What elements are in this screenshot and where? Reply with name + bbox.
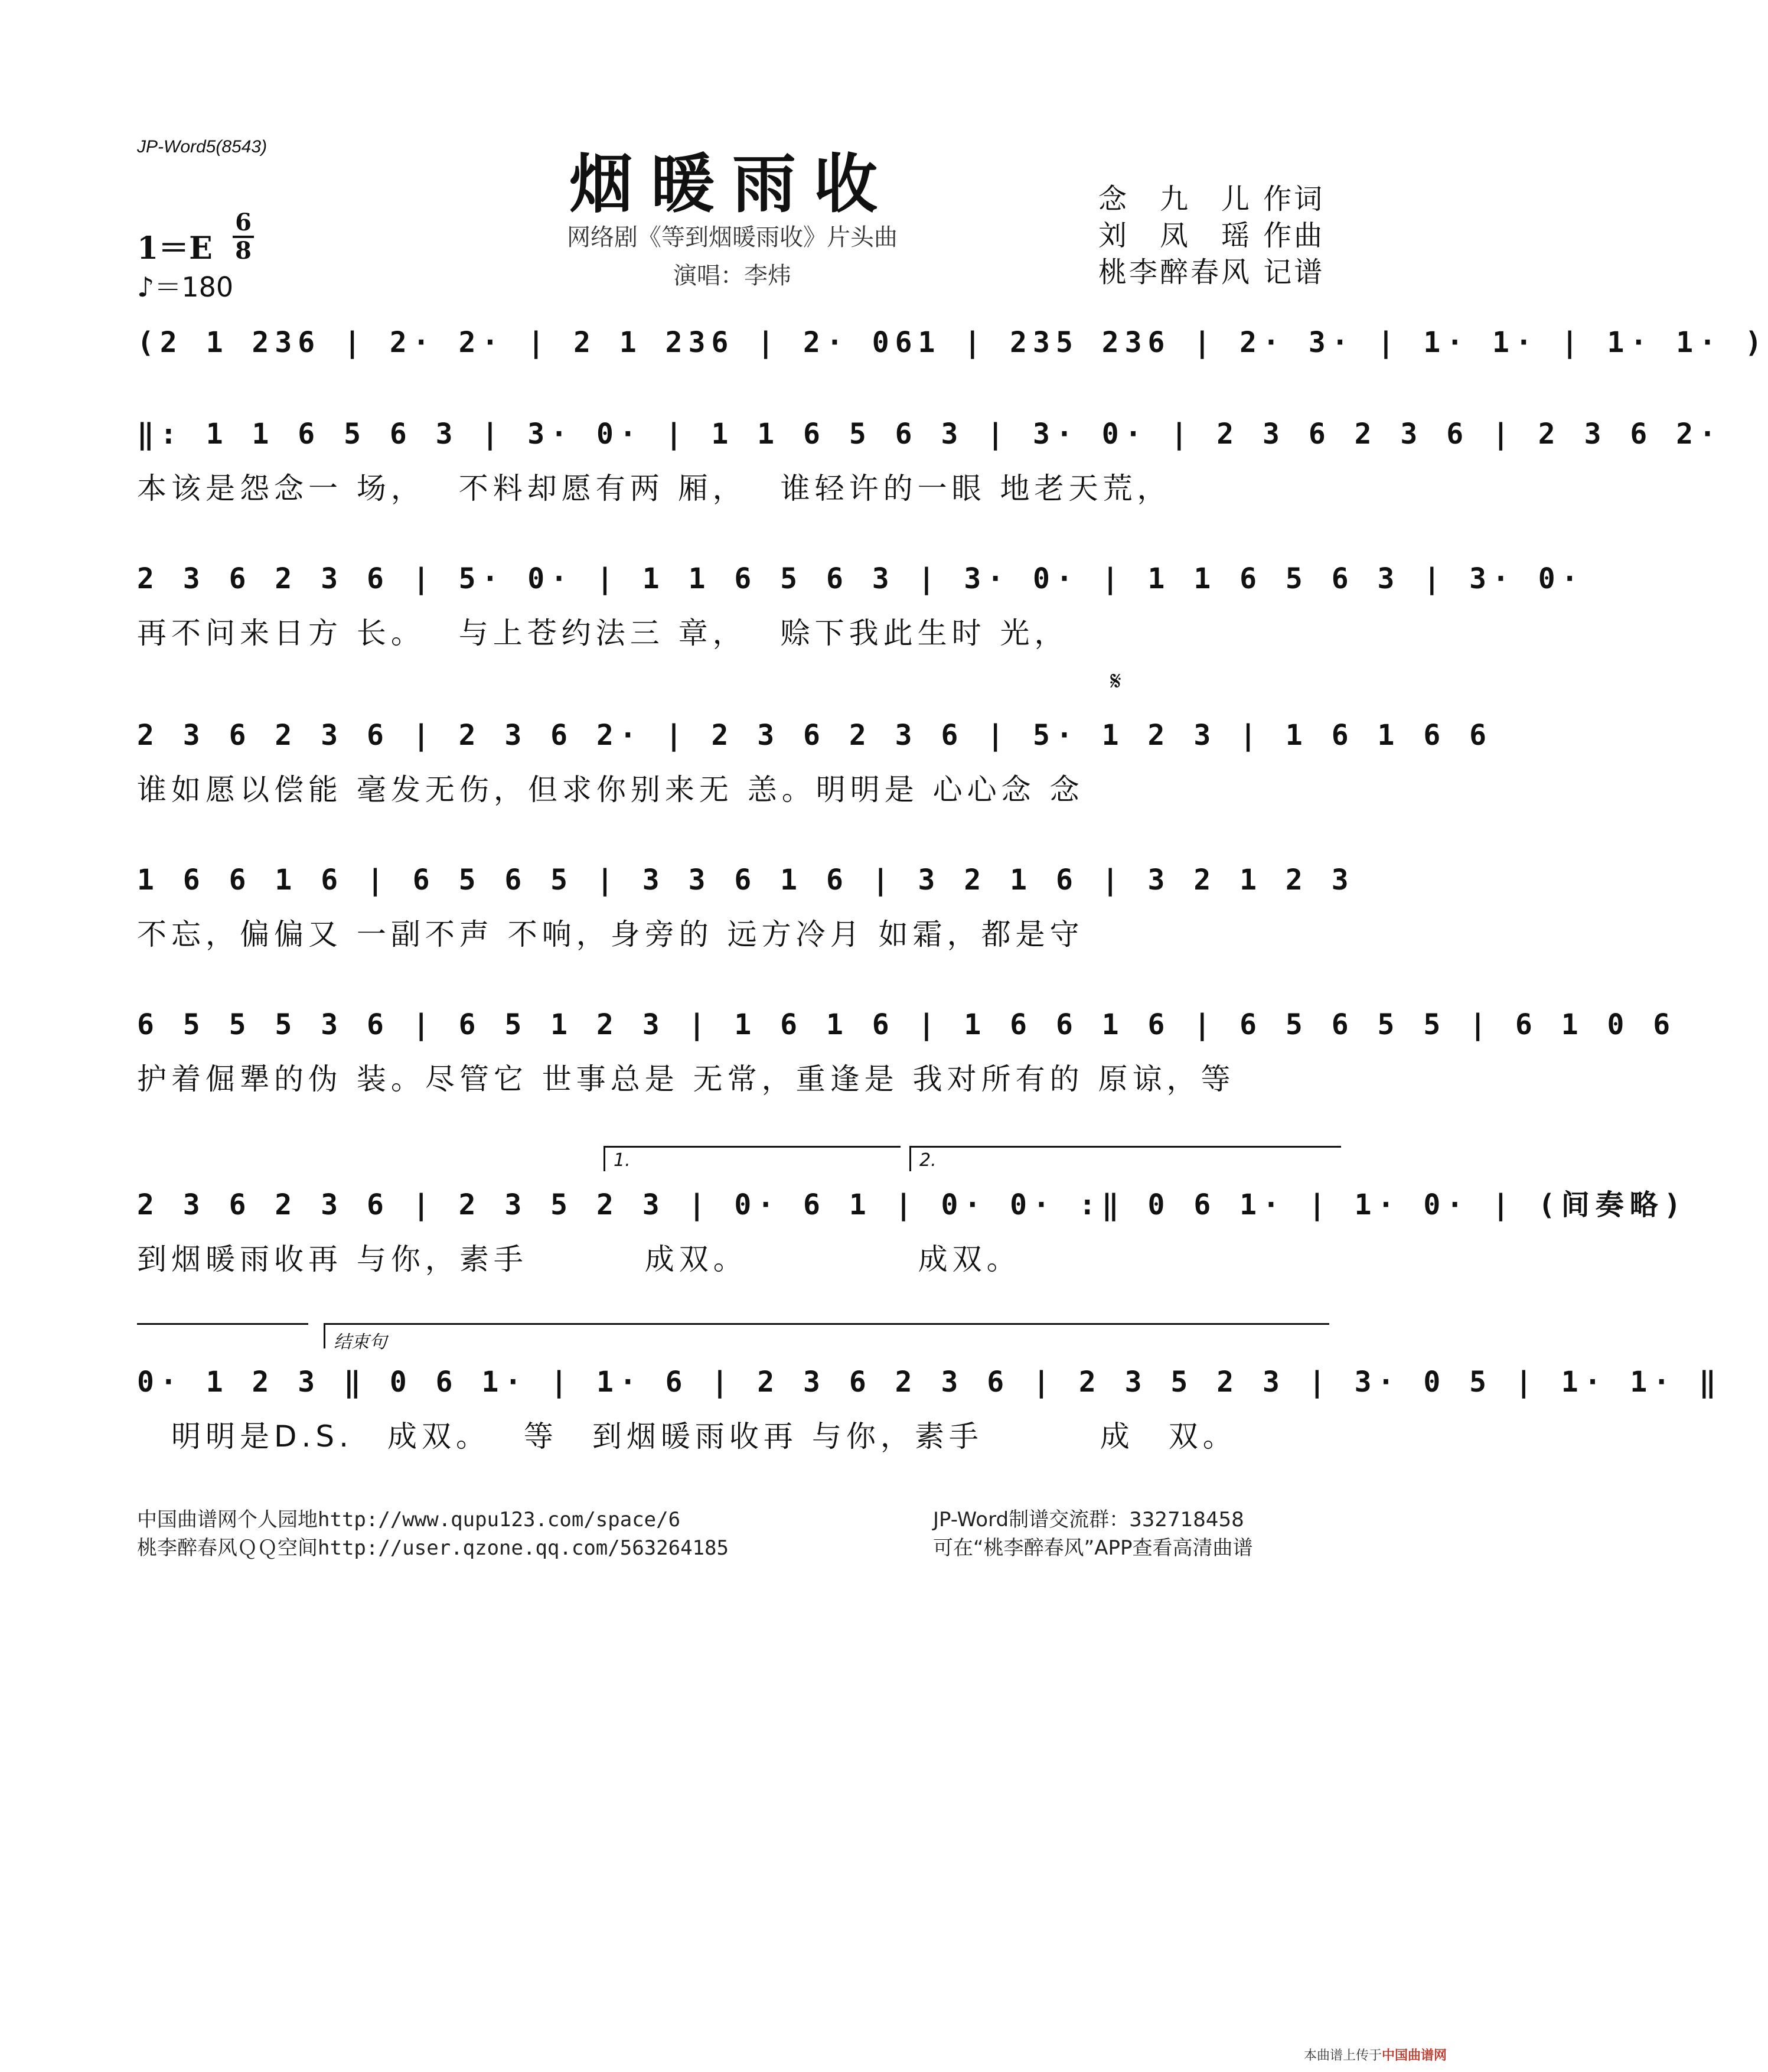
lyrics: 不忘，偏偏又 一副不声 不响，身旁的 远方冷月 如霜，都是守: [137, 917, 1084, 952]
composer-credit: 刘 凤 瑶 作曲: [1098, 219, 1325, 252]
tempo-marking: ♪＝180: [137, 271, 234, 303]
footer-left-2: 桃李醉春风ＱＱ空间http://user.qzone.qq.com/563264185: [137, 1536, 729, 1560]
carryover-bracket: [137, 1323, 308, 1325]
lyrics: 谁如愿以偿能 毫发无伤，但求你别来无 恙。明明是 心心念 念: [137, 773, 1084, 807]
notes: (2 1 236 | 2· 2· | 2 1 236 | 2· 061 | 235 236 | 2· 3· | 1· 1· | 1· 1· ): [137, 326, 1768, 359]
footer-left-1: 中国曲谱网个人园地http://www.qupu123.com/space/6: [137, 1508, 681, 1532]
lyrics: 到烟暖雨收再 与你，素手 成双。 成双。: [137, 1242, 1021, 1276]
segno-mark: 𝄋: [1110, 666, 1121, 696]
upload-stamp: 本曲谱上传于中国曲谱网: [1303, 2048, 1447, 2063]
song-title: 烟暖雨收: [569, 147, 895, 221]
lyricist-credit: 念 九 儿 作词: [1098, 183, 1325, 216]
second-ending-label: 2.: [919, 1150, 937, 1171]
second-ending-bracket: [909, 1146, 1341, 1171]
notes: 1 6 6 1 6 | 6 5 6 5 | 3 3 6 1 6 | 3 2 1 6 | 3 2 1 2 3: [137, 864, 1355, 897]
time-signature: 6 8: [231, 210, 255, 264]
notes: 0· 1 2 3 ‖ 0 6 1· | 1· 6 | 2 3 6 2 3 6 | 2 3 5 2 3 | 3· 0 5 | 1· 1· ‖: [137, 1366, 1722, 1399]
coda-bracket: [324, 1323, 1329, 1353]
notes: 6 5 5 5 3 6 | 6 5 1 2 3 | 1 6 1 6 | 1 6 6 1 6 | 6 5 6 5 5 | 6 1 0 6: [137, 1008, 1676, 1041]
source-label: JP-Word5(8543): [137, 137, 268, 157]
lyrics: 再不问来日方 长。 与上苍约法三 章， 赊下我此生时 光，: [137, 616, 1069, 650]
lyrics: 本该是怨念一 场， 不料却愿有两 厢， 谁轻许的一眼 地老天荒，: [137, 471, 1172, 506]
subtitle: 网络剧《等到烟暖雨收》片头曲: [567, 224, 898, 251]
notes: 2 3 6 2 3 6 | 2 3 5 2 3 | 0· 6 1 | 0· 0· :‖ 0 6 1· | 1· 0· | (间奏略): [137, 1188, 1687, 1221]
first-ending-label: 1.: [614, 1150, 631, 1171]
first-ending-bracket: [604, 1146, 901, 1171]
site-logo: 中国曲谱网: [1381, 2048, 1447, 2063]
coda-label: 结束句: [334, 1332, 387, 1353]
key-signature: 1＝E: [137, 230, 213, 266]
footer-right-2: 可在“桃李醉春风”APP查看高清曲谱: [933, 1536, 1253, 1560]
notes: 2 3 6 2 3 6 | 2 3 6 2· | 2 3 6 2 3 6 | 5· 1 2 3 | 1 6 1 6 6: [137, 719, 1493, 752]
footer-right-1: JP-Word制谱交流群：332718458: [933, 1508, 1244, 1532]
lyrics: 明明是D.S. 成双。 等 到烟暖雨收再 与你，素手 成 双。: [137, 1419, 1237, 1454]
singer: 演唱：李炜: [673, 262, 791, 289]
notes: ‖: 1 1 6 5 6 3 | 3· 0· | 1 1 6 5 6 3 | 3· 0· | 2 3 6 2 3 6 | 2 3 6 2·: [137, 418, 1722, 451]
transcriber-credit: 桃李醉春风 记谱: [1098, 256, 1325, 289]
notes: 2 3 6 2 3 6 | 5· 0· | 1 1 6 5 6 3 | 3· 0· | 1 1 6 5 6 3 | 3· 0·: [137, 562, 1584, 595]
lyrics: 护着倔犟的伪 装。尽管它 世事总是 无常，重逢是 我对所有的 原谅，等: [137, 1062, 1235, 1096]
